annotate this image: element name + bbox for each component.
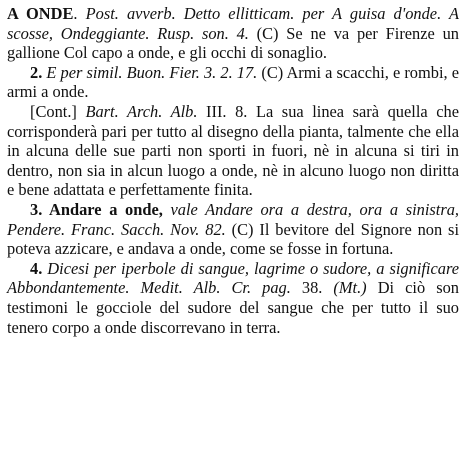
sense-definition: Dicesi per iperbole di sangue, lagrime o sudore, a significare Abbondantemente. Medit. Alb. Cr. pag. [7, 258, 459, 298]
sense-2 [7, 63, 459, 102]
sense-vale: vale [162, 199, 206, 219]
headword-period: . [73, 4, 78, 23]
sense-citation: (C) Il bevitore del Signore non si poteva azzicare, e andava a onde, come se fosse in fortuna. [7, 219, 459, 259]
sense-definition: Andare ora a destra, ora a sinistra, Pendere. Franc. Sacch. Nov. 82. [7, 199, 459, 239]
citation-text: (C) Se ne va per Firenze un gallione Col capo a onde, e gli occhi di sonaglio. [7, 23, 459, 63]
entry-paragraph-main [7, 4, 459, 63]
sense-page: 38. [290, 278, 334, 298]
definition-text: Post. avverb. Detto ellitticam. per A guisa d'onde. A scosse, Ondeggiante. Rusp. son. 4. [7, 4, 459, 43]
sense-number: 4. [30, 258, 43, 278]
sense-source-tag: (Mt.) [333, 278, 367, 298]
sense-definition: E per simil. Buon. Fier. 3. 2. 17. [42, 62, 258, 82]
headword: A ONDE [7, 4, 74, 23]
cont-citation: III. 8. La sua linea sarà quella che corrisponderà pari per tutto al disegno della pianta, talmente che ella in alcuna delle sue parti non sporti in fuori, nè in alcuna si tiri in dentro, non sia in alcun luogo a onde, nè in alcuno luogo non diritta e bene adattata e perfettamente finita. [7, 101, 459, 200]
sense-3 [7, 200, 459, 259]
cont-marker: [Cont.] [30, 101, 86, 121]
sense-number: 3. [30, 199, 43, 219]
sense-number: 2. [30, 62, 43, 82]
continuation-paragraph [7, 102, 459, 200]
sense-citation: Di ciò son testimoni le gocciole del sudore del sangue che per tutto il suo tenero corpo a onde discorrevano in terra. [7, 278, 459, 337]
sense-phrase: Andare a onde, [42, 199, 163, 219]
sense-4 [7, 259, 459, 337]
sense-citation: (C) Armi a scacchi, e rombi, e armi a onde. [7, 62, 459, 102]
cont-source: Bart. Arch. Alb. [85, 101, 198, 121]
